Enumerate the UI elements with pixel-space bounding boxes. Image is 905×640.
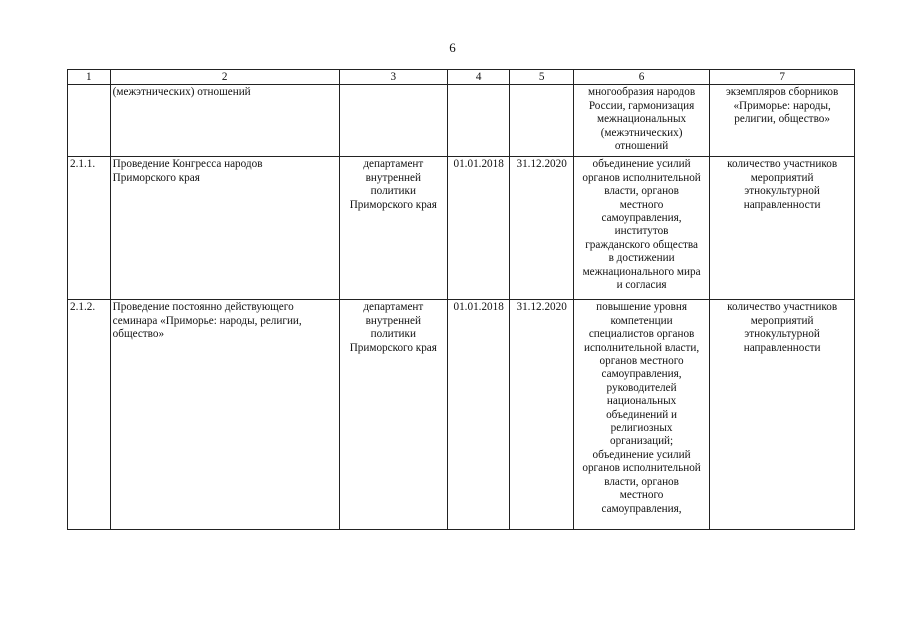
result-line: исполнительной власти,: [583, 341, 700, 354]
executor-line: внутренней: [365, 314, 421, 327]
row-event-cell: [110, 157, 339, 300]
result-line: местного: [619, 489, 664, 502]
row-event-cell: [110, 300, 339, 530]
header-cell-3: 3: [339, 70, 447, 85]
header-cell-7: 7: [710, 70, 855, 85]
row-indicator-cell: [710, 157, 855, 300]
result-line: организаций;: [609, 435, 674, 448]
cont-end-cell: [510, 85, 574, 157]
indicator-line: мероприятий: [750, 171, 814, 184]
cont-result-line: многообразия народов: [587, 86, 696, 99]
indicator-line: этнокультурной: [744, 185, 820, 198]
result-line: органов исполнительной: [582, 462, 701, 475]
result-line: в достижении: [608, 252, 675, 265]
result-line: межнационального мира: [582, 265, 701, 278]
executor-line: Приморского края: [349, 341, 437, 354]
result-line: институтов: [614, 225, 669, 238]
result-line: повышение уровня: [596, 301, 688, 314]
cont-result-line: (межэтнических): [600, 126, 683, 139]
cont-event-cell: [110, 85, 339, 157]
cont-result-line: отношений: [614, 140, 669, 153]
header-cell-1: 1: [68, 70, 111, 85]
row-start-date-cell: 01.01.2018: [447, 300, 509, 530]
result-line: национальных: [606, 395, 677, 408]
row-end-date-cell: 31.12.2020: [510, 300, 574, 530]
cont-indicator-cell: [710, 85, 855, 157]
cont-result-line: межнациональных: [597, 113, 687, 126]
executor-line: департамент: [363, 301, 424, 314]
result-line: компетенции: [610, 314, 673, 327]
event-line: Приморского края: [112, 171, 200, 184]
plan-table: [67, 69, 855, 530]
row-result-cell: [573, 300, 709, 530]
result-line: власти, органов: [604, 185, 679, 198]
cont-indicator-line: «Приморье: народы,: [733, 99, 831, 112]
result-line: объединение усилий: [592, 158, 691, 171]
result-line: самоуправления,: [601, 212, 682, 225]
result-line: объединение усилий: [592, 448, 691, 461]
cont-event-line: (межэтнических) отношений: [112, 86, 251, 99]
result-line: религиозных: [610, 422, 673, 435]
indicator-line: мероприятий: [750, 314, 814, 327]
event-line: общество»: [112, 328, 165, 341]
table-row: [68, 300, 855, 530]
result-line: местного: [619, 198, 664, 211]
header-cell-5: 5: [510, 70, 574, 85]
cont-num-cell: [68, 85, 111, 157]
row-executor-cell: [339, 300, 447, 530]
executor-line: внутренней: [365, 171, 421, 184]
header-cell-2: 2: [110, 70, 339, 85]
row-executor-cell: [339, 157, 447, 300]
indicator-line: количество участников: [727, 301, 838, 314]
event-line: Проведение Конгресса народов: [112, 158, 263, 171]
row-result-cell: [573, 157, 709, 300]
indicator-line: этнокультурной: [744, 328, 820, 341]
result-line: руководителей: [606, 381, 677, 394]
result-line: гражданского общества: [585, 238, 698, 251]
row-start-date-cell: 01.01.2018: [447, 157, 509, 300]
header-row: [68, 70, 855, 85]
event-line: семинара «Приморье: народы, религии,: [112, 314, 302, 327]
event-line: Проведение постоянно действующего: [112, 301, 294, 314]
row-indicator-cell: [710, 300, 855, 530]
result-line: объединений и: [606, 408, 678, 421]
cont-executor-cell: [339, 85, 447, 157]
indicator-line: количество участников: [727, 158, 838, 171]
result-line: органов исполнительной: [582, 171, 701, 184]
executor-line: Приморского края: [349, 198, 437, 211]
continuation-row: [68, 85, 855, 157]
executor-line: политики: [370, 328, 416, 341]
result-line: органов местного: [599, 355, 684, 368]
executor-line: департамент: [363, 158, 424, 171]
result-line: власти, органов: [604, 475, 679, 488]
result-line: и согласия: [616, 279, 667, 292]
row-num-cell: 2.1.1.: [68, 157, 111, 300]
table-row: [68, 157, 855, 300]
cont-result-cell: [573, 85, 709, 157]
cont-start-cell: [447, 85, 509, 157]
cont-indicator-line: экземпляров сборников: [726, 86, 839, 99]
header-cell-4: 4: [447, 70, 509, 85]
executor-line: политики: [370, 185, 416, 198]
result-line: специалистов органов: [588, 328, 695, 341]
indicator-line: направленности: [743, 341, 821, 354]
row-end-date-cell: 31.12.2020: [510, 157, 574, 300]
result-line: самоуправления,: [601, 502, 682, 515]
cont-result-line: России, гармонизация: [588, 99, 695, 112]
header-cell-6: 6: [573, 70, 709, 85]
row-num-cell: 2.1.2.: [68, 300, 111, 530]
page-number: 6: [449, 40, 456, 55]
indicator-line: направленности: [743, 198, 821, 211]
result-line: самоуправления,: [601, 368, 682, 381]
cont-indicator-line: религии, общество»: [734, 113, 830, 126]
